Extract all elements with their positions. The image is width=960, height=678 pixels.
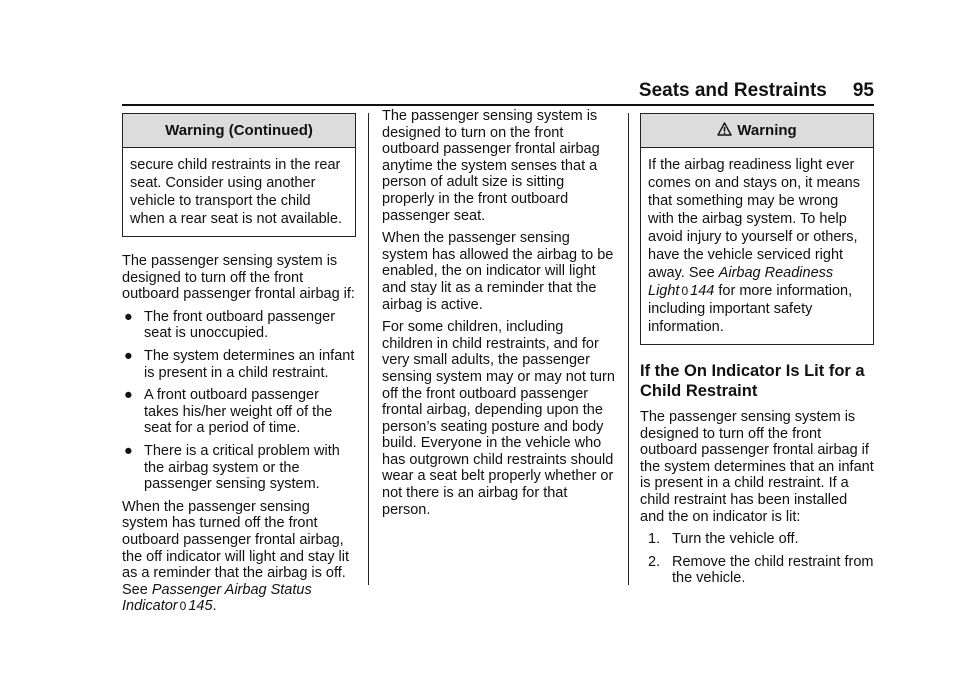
column-divider-2 <box>628 113 629 585</box>
warning-title: Warning <box>737 122 797 139</box>
warning-body: If the airbag readiness light ever comes on and stays on, it means that something may be wrong with the airbag system. To help avoid injury to yourself or others, have the vehicle serviced right away. See Airbag Readiness Light 0 144 for more information, including important safety information. <box>648 157 860 335</box>
closing-paragraph: When the passenger sensing system has turned off the front outboard passenger frontal airbag, the off indicator will light and stay lit as a reminder that the airbag is off. See Passenger Airbag Status Indicator 0 145. <box>122 498 350 615</box>
paragraph: The passenger sensing system is designed to turn off the front outboard passenger frontal airbag if the system determines that an infant is present in a child restraint. If a child restraint has been installed and the on indicator is lit: <box>640 409 874 525</box>
bullet-icon: ● <box>124 387 133 404</box>
warning-title: Warning (Continued) <box>123 114 355 148</box>
intro-paragraph: The passenger sensing system is designed to turn off the front outboard passenger frontal airbag if: <box>122 253 355 303</box>
page-header <box>122 80 874 102</box>
paragraph: For some children, including children in child restraints, and for very small adults, the passenger sensing system may or may not turn off the front outboard passenger frontal airbag, depending upon the person’s seating posture and body build. Everyone in the vehicle who has outgrown child restraints should wear a seat belt properly whether or not there is an airbag for that person. <box>382 319 615 518</box>
paragraph: When the passenger sensing system has allowed the airbag to be enabled, the on indicator will light and stay lit as a reminder that the airbag is active. <box>382 230 614 313</box>
warning-body: secure child restraints in the rear seat. Consider using another vehicle to transport the child when a rear seat is not available. <box>130 157 342 227</box>
cross-reference-link[interactable]: Passenger Airbag Status Indicator 0 145 <box>122 581 312 615</box>
page-number: 95 <box>852 80 874 101</box>
column-3 <box>640 113 874 593</box>
column-1 <box>122 113 356 621</box>
condition-list <box>122 309 356 493</box>
list-item: ● There is a critical problem with the airbag system or the passenger sensing system. <box>124 442 340 493</box>
section-title: Seats and Restraints <box>638 80 827 101</box>
cross-reference-link[interactable]: Airbag Readiness Light 0 144 <box>648 265 834 299</box>
warning-box-continued <box>122 113 356 237</box>
list-item: ● The front outboard passenger seat is unoccupied. <box>124 308 336 342</box>
header-rule <box>122 104 874 106</box>
list-item: ● A front outboard passenger takes his/her weight off of the seat for a period of time. <box>124 387 333 437</box>
section-heading: If the On Indicator Is Lit for a Child Restraint <box>640 362 865 400</box>
list-item: ● The system determines an infant is present in a child restraint. <box>124 347 355 381</box>
column-divider-1 <box>368 113 369 585</box>
warning-header <box>641 114 873 148</box>
warning-triangle-icon <box>717 122 732 136</box>
warning-box <box>640 113 874 345</box>
steps-list <box>640 531 874 587</box>
column-2 <box>382 108 618 524</box>
page-reference-icon: 0 <box>681 284 689 298</box>
list-item: 1. Turn the vehicle off. <box>648 531 799 548</box>
bullet-icon: ● <box>124 347 133 364</box>
step-number: 2. <box>648 553 661 570</box>
bullet-icon: ● <box>124 442 133 459</box>
step-number: 1. <box>648 531 661 548</box>
list-item: 2. Remove the child restraint from the vehicle. <box>648 553 874 587</box>
bullet-icon: ● <box>124 308 133 325</box>
page-reference-icon: 0 <box>179 599 187 614</box>
paragraph: The passenger sensing system is designed to turn on the front outboard passenger frontal airbag anytime the system senses that a person of adult size is sitting properly in the front outboard passenger seat. <box>382 108 600 224</box>
